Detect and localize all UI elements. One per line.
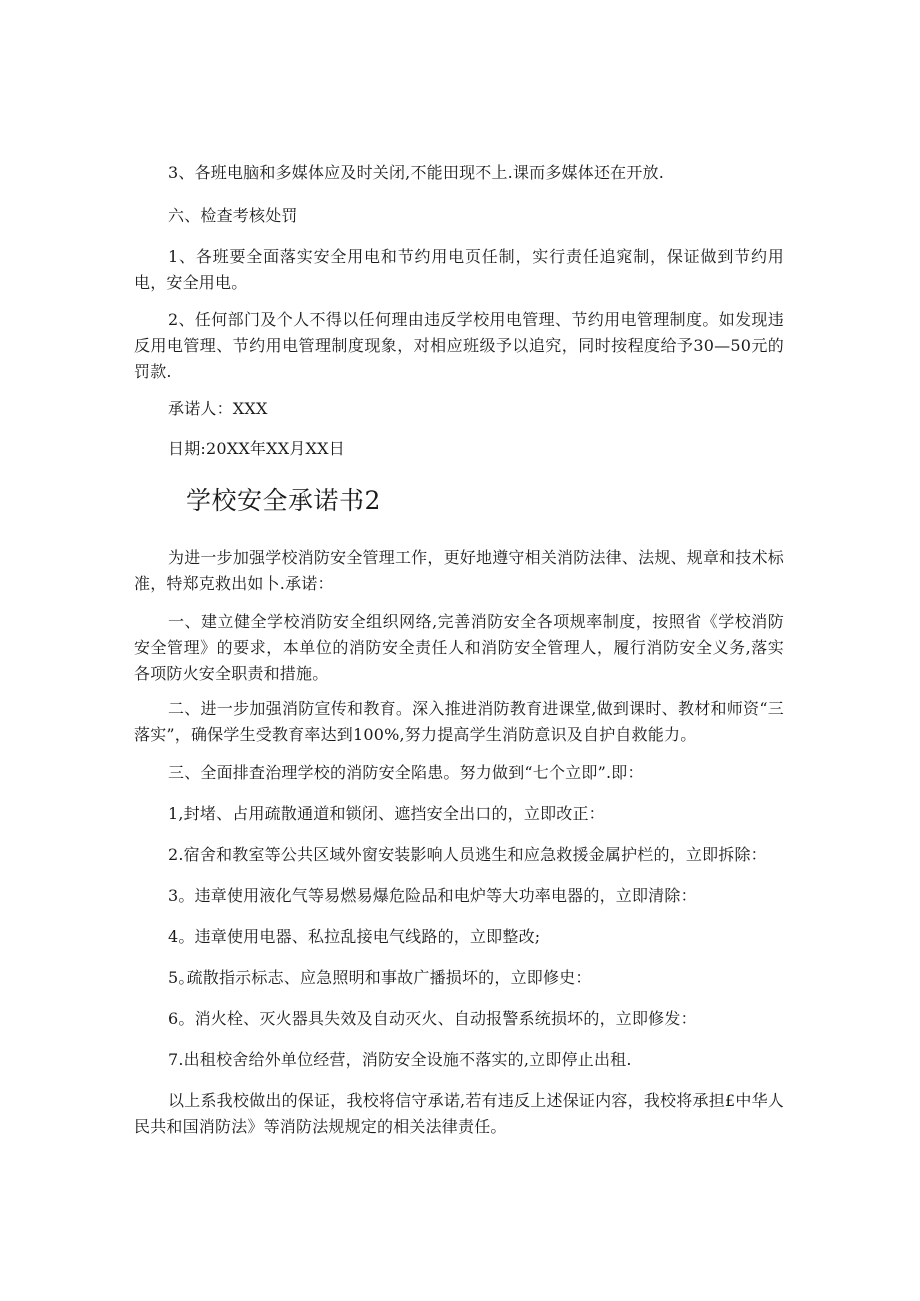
immediate-action-6: 6。消火栓、灭火器具失效及自动灭火、自动报警系统损坏的，立即修发： (168, 1009, 697, 1028)
immediate-action-3: 3。违章使用液化气等易燃易爆危险品和电炉等大功率电器的，立即清除： (168, 886, 697, 905)
document-title: 学校安全承诺书2 (186, 486, 381, 515)
section-heading-inspection: 六、检查考核处罚 (168, 206, 298, 225)
immediate-action-7: 7.出租校舍给外单位经营，消防安全设施不落实的,立即停止出租. (168, 1050, 632, 1069)
intro-paragraph: 为进一步加强学校消防安全管理工作，更好地遵守相关消防法律、法规、规章和技术标准，特郑克救出如卜.承诺： (134, 548, 784, 593)
closing-paragraph: 以上系我校做出的保证，我校将信守承诺,若有违反上述保证内容，我校将承担£中华人民共和国消防法》等消防法规规定的相关法律责任。 (134, 1091, 784, 1136)
immediate-action-2: 2.宿舍和教室等公共区域外窗安装影响人员逃生和应急救援金属护栏的，立即拆除： (168, 845, 767, 864)
paragraph-multimedia-rule: 3、各班电脑和多媒体应及时关闭,不能田现不上.课而多媒体还在开放. (168, 163, 665, 182)
immediate-action-4: 4。违章使用电器、私拉乱接电气线路的，立即整改; (168, 927, 541, 946)
commitment-item-3: 三、全面排査治理学校的消防安全陷患。努力做到“七个立即”.即： (168, 763, 644, 782)
date-line: 日期:20XX年XX月XX日 (168, 439, 345, 458)
immediate-action-5: 5｡疏散指示标志、应急照明和事故广播损坏的，立即修史： (168, 968, 592, 987)
paragraph-responsibility: 1、各班要全面落实安全用电和节约用电页任制，实行责任追窕制，保证做到节约用电，安全用电。 (134, 247, 784, 292)
immediate-action-1: 1,封堵、占用疏散通道和锁闭、遮挡安全出口的，立即改正： (168, 804, 605, 823)
commitment-item-2: 二、进一步加强消防宣传和教育。深入推进消防教育进课堂,做到课时、教材和师资“三落实”，确保学生受教育率达到100%,努力提高学生消防意识及自护自救能力。 (134, 699, 784, 744)
signer-line: 承诺人：XXX (168, 399, 268, 418)
commitment-item-1: 一、建立健全学校消防安全组织网络,完善消防安全各项规率制度，按照省《学校消防安全管理》的要求，本单位的消防安全责任人和消防安全管理人，履行消防安全义务,落实各项防火安全职责和措施。 (134, 612, 784, 683)
paragraph-penalty: 2、任何部门及个人不得以任何理由违反学校用电管理、节约用电管理制度。如发现违反用电管理、节约用电管理制度现象，对相应班级予以追究，同时按程度给予30—50元的罚款. (134, 310, 784, 381)
